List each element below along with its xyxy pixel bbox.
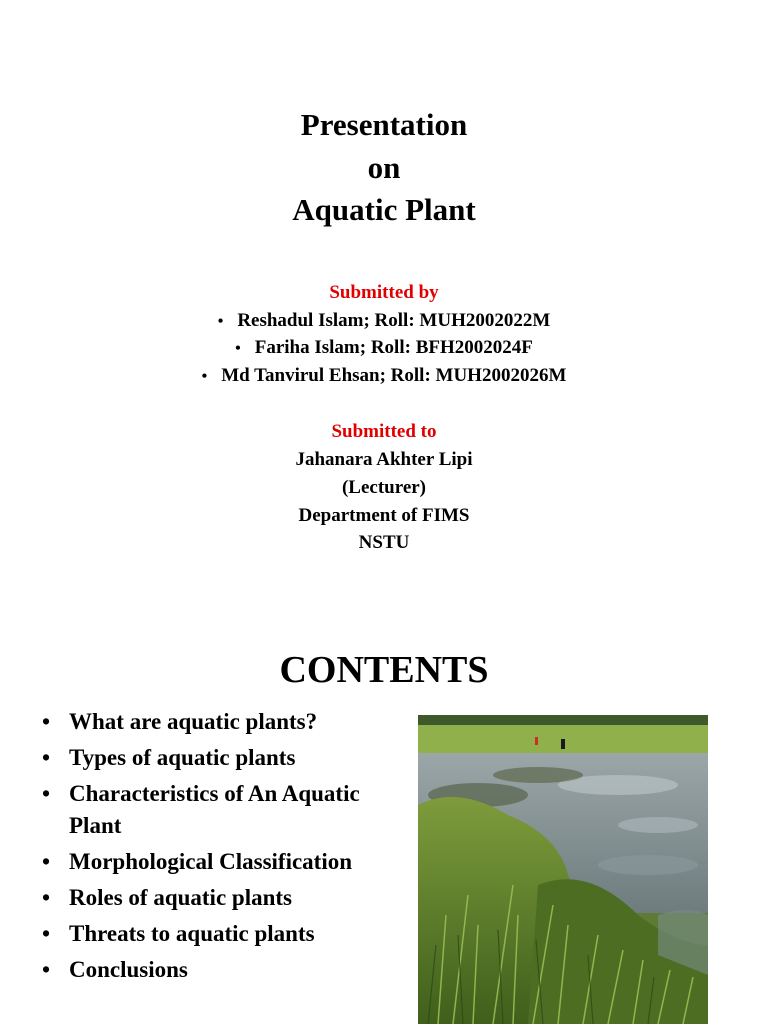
title-line-2: on xyxy=(367,150,401,185)
title-line-1: Presentation xyxy=(300,107,468,142)
title-line-3: Aquatic Plant xyxy=(292,192,476,227)
pond-photo xyxy=(418,715,708,1024)
bullet-icon: • xyxy=(42,781,51,806)
list-item: • Roles of aquatic plants xyxy=(42,882,382,914)
list-item: • Morphological Classification xyxy=(42,846,382,878)
bullet-icon: • xyxy=(201,368,208,385)
bullet-icon: • xyxy=(42,957,51,982)
bullet-icon: • xyxy=(42,885,51,910)
list-item: • Types of aquatic plants xyxy=(42,742,382,774)
bullet-icon: • xyxy=(235,340,241,357)
bullet-icon: • xyxy=(42,709,51,734)
recipient-department: Department of FIMS xyxy=(298,505,470,526)
recipient-name: Jahanara Akhter Lipi xyxy=(295,449,473,470)
bullet-icon: • xyxy=(42,921,51,946)
recipient-institution: NSTU xyxy=(358,532,410,553)
bullet-icon: • xyxy=(217,313,224,330)
list-item: • Conclusions xyxy=(42,954,382,986)
contents-slide xyxy=(0,620,768,1024)
student-line xyxy=(0,364,768,389)
student-name: Fariha Islam; Roll: BFH2002024F xyxy=(254,337,533,358)
student-name: Reshadul Islam; Roll: MUH2002022M xyxy=(237,310,551,331)
submitted-by-heading: Submitted by xyxy=(329,282,439,303)
list-item: • Threats to aquatic plants xyxy=(42,918,382,950)
list-item: • What are aquatic plants? xyxy=(42,706,382,738)
bullet-icon: • xyxy=(42,745,51,770)
list-item: • Characteristics of An Aquatic Plant xyxy=(42,778,382,842)
contents-list xyxy=(42,706,382,990)
student-name: Md Tanvirul Ehsan; Roll: MUH2002026M xyxy=(221,365,567,386)
student-line xyxy=(0,336,768,361)
recipient-position: (Lecturer) xyxy=(341,477,427,498)
student-line xyxy=(0,309,768,334)
bullet-icon: • xyxy=(42,849,51,874)
contents-heading: CONTENTS xyxy=(279,649,489,691)
submitted-to-heading: Submitted to xyxy=(331,421,437,442)
